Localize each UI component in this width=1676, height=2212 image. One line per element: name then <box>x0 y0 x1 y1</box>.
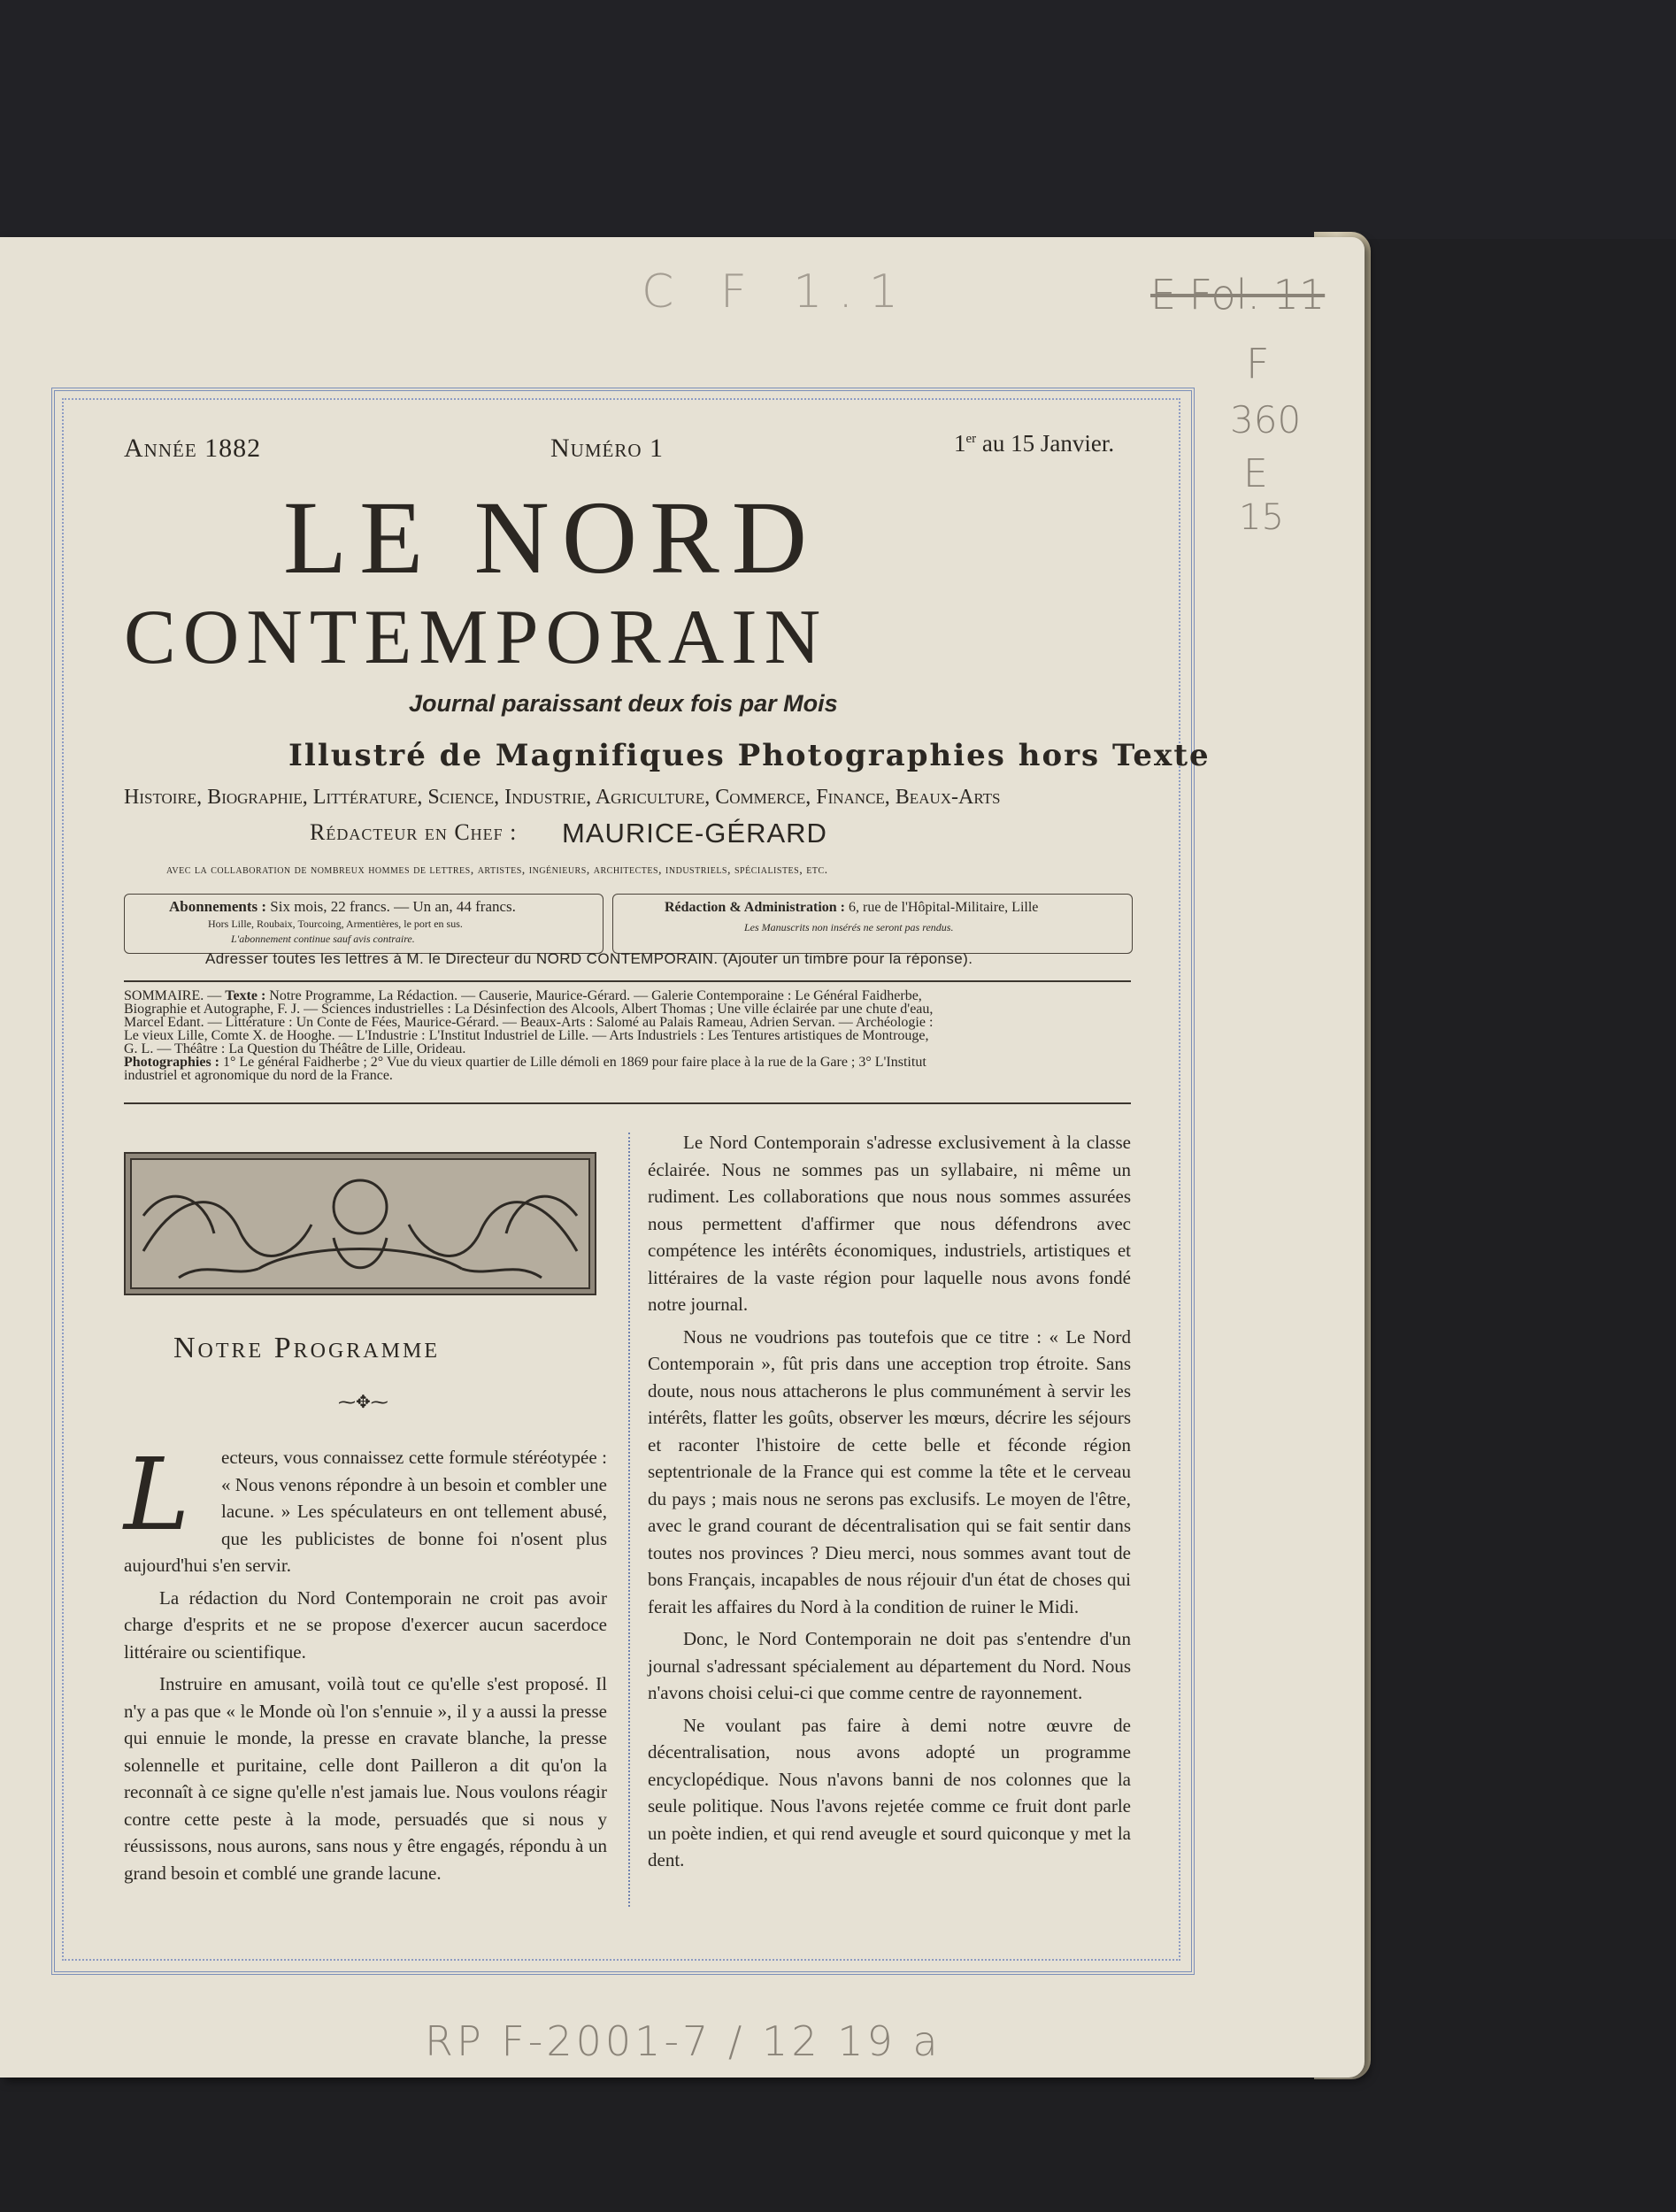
article-title: Notre Programme <box>173 1332 440 1364</box>
illustre-line: Illustré de Magnifiques Photographies hors Texte <box>288 738 1211 773</box>
sommaire-rule-bottom <box>124 1102 1131 1104</box>
article-right-column: Le Nord Contemporain s'adresse exclusivement à la classe éclairée. Nous ne sommes pas un syllabaire, ni même un rudiment. Les collaborations que nous nous sommes assurées nous permettent d'affirmer que nous défendrons avec compétence les intérêts économiques, industriels, artistiques et littéraires de la vaste région pour laquelle nous avons fondé notre journal. Nous ne voudrions pas toutefois que ce titre : « Le Nord Contemporain », fût pris dans une acception trop étroite. Sans doute, nous nous attacherons le plus communément à servir les intérêts, flatter les goûts, observer les mœurs, décrire les séjours et raconter l'histoire de cette belle et féconde région septentrionale de la France qui est comme la tête et le cerveau du pays ; mais nous ne serons pas exclusifs. Le moyen de l'être, avec le grand courant de décentralisation qui se fait sentir dans toutes nos provinces ? Dieu merci, nous sommes avant tout de bons Français, incapables de nous réjouir d'un état de choses qui ferait les affaires du Nord à la condition de ruiner le Midi. Donc, le Nord Contemporain ne doit pas s'entendre d'un journal s'adressant spécialement au département du Nord. Nous n'avons choisi celui-ci que comme centre de rayonnement. Ne voulant pas faire à demi notre œuvre de décentralisation, nous avons adopté un programme encyclopédique. Nous n'avons banni de nos colonnes que la seule politique. Nous l'avons rejetée comme ce fruit dont parle un poète indien, et qui rend aveugle et sourd quiconque y met la dent. <box>648 1132 1131 1870</box>
drop-cap: L <box>124 1438 190 1553</box>
ornament-divider: ⁓✥⁓ <box>338 1393 388 1412</box>
pencil-note-f: F <box>1246 340 1270 388</box>
issue-year: Année 1882 <box>124 434 262 463</box>
redacteur-label: Rédacteur en Chef : <box>310 819 518 845</box>
masthead-line1: LE NORD <box>283 480 820 595</box>
pencil-note-bottom: RP F-2001-7 / 12 19 a <box>425 2017 942 2065</box>
dark-background <box>0 0 1676 239</box>
address-line: Adresser toutes les lettres à M. le Directeur du NORD CONTEMPORAIN. (Ajouter un timbre pour la réponse). <box>205 950 973 967</box>
pencil-note-struck: E Fol. 11 <box>1150 271 1326 319</box>
collaboration-line: avec la collaboration de nombreux hommes de lettres, artistes, ingénieurs, architectes, industriels, spécialistes, etc. <box>166 864 828 877</box>
sommaire-rule-top <box>124 980 1131 982</box>
article-left-column: ecteurs, vous connaissez cette formule stéréotypée : « Nous venons répondre à un besoin et combler une lacune. » Les spéculateurs en ont tellement abusé, que les publicistes de bonne foi n'osent plus aujourd'hui s'en servir. La rédaction du Nord Contemporain ne croit pas avoir charge d'esprits et ne se propose d'exercer aucun sacerdoce littéraire ou scientifique. Instruire en amusant, voilà tout ce qu'elle s'est proposé. Il n'y a pas que « le Monde où l'on s'ennuie », il y a aussi la presse qui ennuie le monde, la presse en cravate blanche, la presse solennelle et puritaine, celle dont Pailleron a dit qu'on la reconnaît à ce signe qu'elle n'est jamais lue. Nous voulons réagir contre cette peste à la mode, persuadés que si nous y réussissons, nous aurons, sans nous y être engagés, répondu à un grand besoin et comblé une grande lacune. <box>124 1447 607 1884</box>
administration-box: Rédaction & Administration : 6, rue de l'Hôpital-Militaire, Lille Les Manuscrits non insérés ne seront pas rendus. <box>612 894 1133 954</box>
pencil-note-360: 360 <box>1230 398 1302 442</box>
pencil-note-top: C F 1.1 <box>642 265 914 319</box>
column-divider <box>628 1133 630 1907</box>
tagline: Journal paraissant deux fois par Mois <box>409 690 838 717</box>
pencil-note-e: E <box>1243 451 1268 496</box>
issue-number: Numéro 1 <box>550 434 665 463</box>
pencil-note-15: 15 <box>1239 497 1284 538</box>
masthead-line2: CONTEMPORAIN <box>124 595 828 680</box>
sommaire: SOMMAIRE. — Texte : Notre Programme, La Rédaction. — Causerie, Maurice-Gérard. — Galerie Contemporaine : Le Général Faidherbe, Biographie et Autographe, F. J. — Sciences industrielles : La Désinfection des Alcools, Albert Thomas ; Une ville éclairée par une chute d'eau, Marcel Edant. — Littérature : Un Conte de Fées, Maurice-Gérard. — Beaux-Arts : Salomé au Palais Rameau, Adrien Servan. — Archéologie : Le vieux Lille, Comte X. de Hooghe. — L'Industrie : L'Institut Industriel de Lille. — Arts Industriels : Les Tentures artistiques de Montrouge, G. L. — Théâtre : La Question du Théâtre de Lille, Orideau. Photographies : 1° Le général Faidherbe ; 2° Vue du vieux quartier de Lille démoli en 1869 pour faire place à la rue de la Gare ; 3° L'Institut industriel et agronomique du nord de la France. <box>124 988 934 1083</box>
subjects-line: Histoire, Biographie, Littérature, Science, Industrie, Agriculture, Commerce, Finance, Beaux-Arts <box>124 786 1001 809</box>
issue-date: 1er au 15 Janvier. <box>954 430 1115 457</box>
subscription-box: Abonnements : Six mois, 22 francs. — Un an, 44 francs. Hors Lille, Roubaix, Tourcoing, Armentières, le port en sus. L'abonnement continue sauf avis contraire. <box>124 894 604 954</box>
redacteur-name: MAURICE-GÉRARD <box>562 818 827 849</box>
decorative-engraving <box>124 1152 596 1295</box>
